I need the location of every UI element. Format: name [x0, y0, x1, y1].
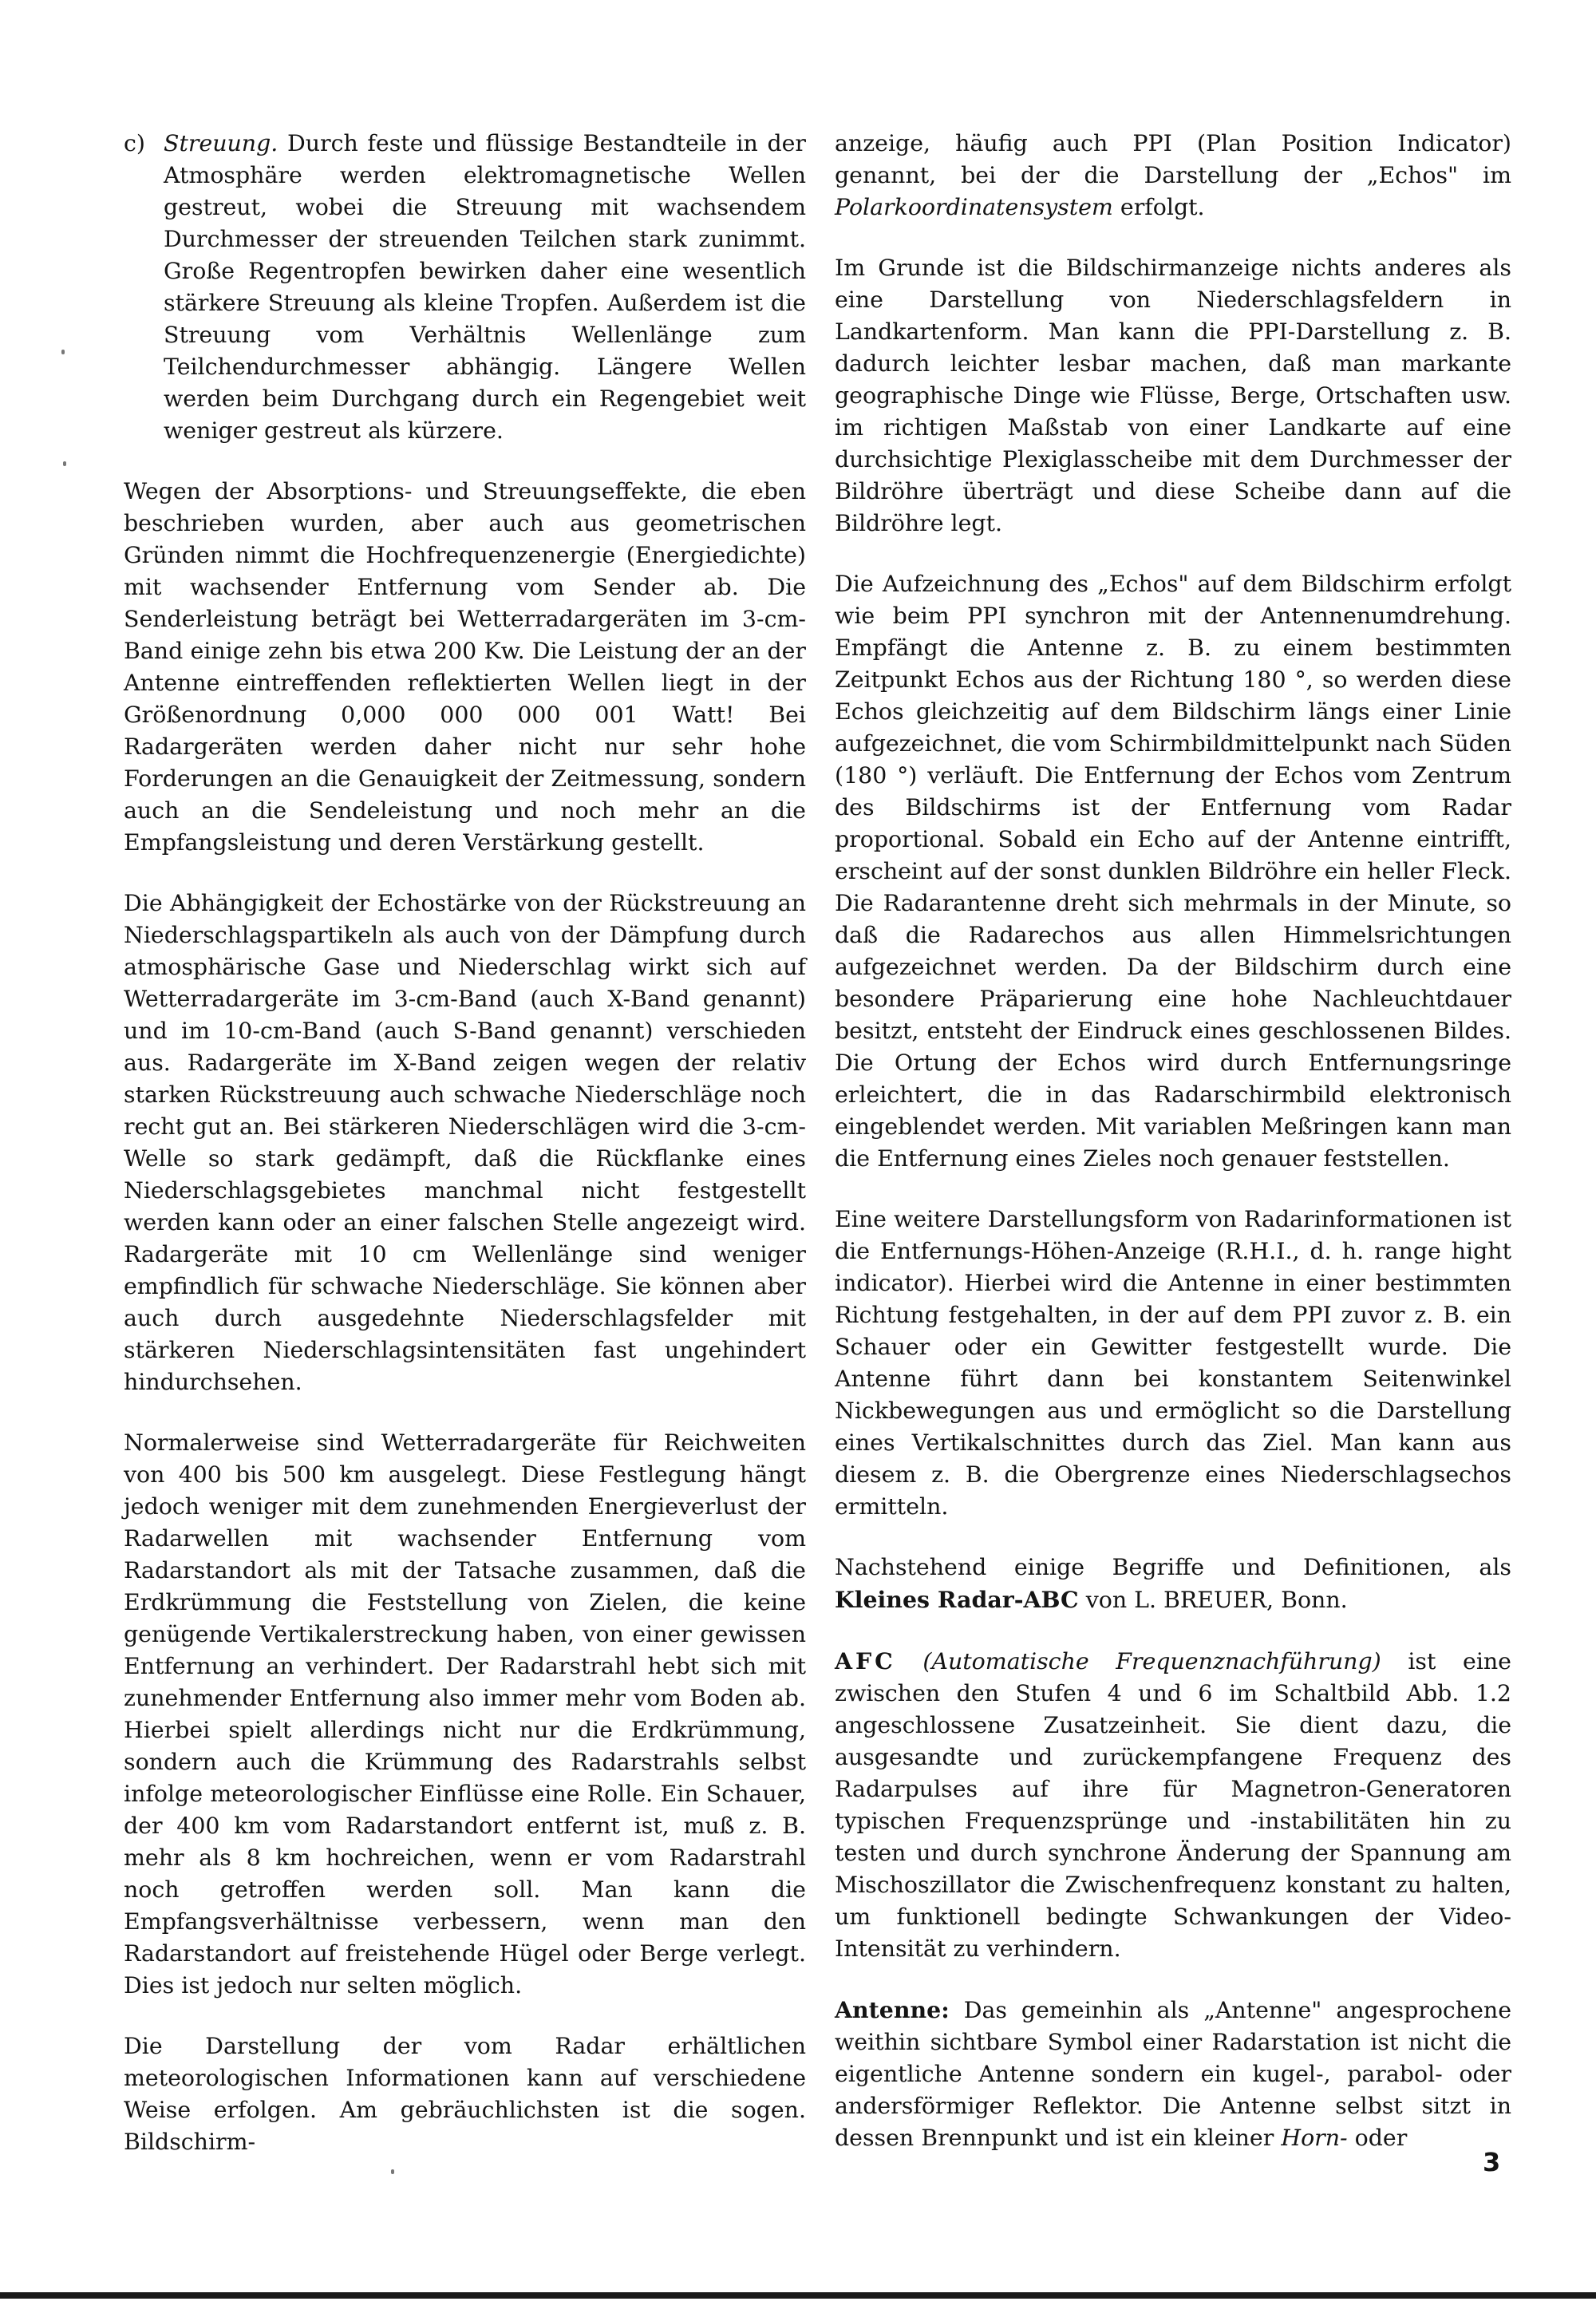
- bottom-rule: [0, 2292, 1596, 2299]
- ppi-text-end: erfolgt.: [1120, 194, 1205, 220]
- left-column: [124, 128, 806, 2187]
- paragraph-echo-strength: Die Abhängigkeit der Echostärke von der Rückstreuung an Niederschlagspartikeln als auch von der Dämpfung durch atmosphärische Gase und Niederschlag wirkt sich auf Wetterradargeräte im 3-cm-Band (auch X-Band genannt) und im 10-cm-Band (auch S-Band genannt) verschieden aus. Radargeräte im X-Band zeigen wegen der relativ starken Rückstreuung auch schwache Niederschläge noch recht gut an. Bei stärkeren Niederschlägen wird die 3-cm-Welle so stark gedämpft, daß die Rückflanke eines Niederschlagsgebietes manchmal nicht festgestellt werden kann oder an einer falschen Stelle angezeigt wird. Radargeräte mit 10 cm Wellenlänge sind weniger empfindlich für schwache Niederschläge. Sie können aber auch durch ausgedehnte Niederschlagsfelder mit stärkeren Niederschlagsintensitäten fast ungehindert hindurchsehen.: [124, 890, 806, 1395]
- paragraph-range: Normalerweise sind Wetterradargeräte für Reichweiten von 400 bis 500 km ausgelegt. Diese Festlegung hängt jedoch weniger mit dem zunehmenden Energieverlust der Radarwellen mit wachsender Entfernung vom Radarstandort als mit der Tatsache zusammen, daß die Erdkrümmung die Feststellung von Zielen, die keine genügende Vertikalerstreckung haben, von einer gewissen Entfernung an verhindert. Der Radarstrahl hebt sich mit zunehmender Entfernung also immer mehr vom Boden ab. Hierbei spielt allerdings nicht nur die Erdkrümmung, sondern auch die Krümmung des Radarstrahls selbst infolge meteorologischer Einflüsse eine Rolle. Ein Schauer, der 400 km vom Radarstandort entfernt ist, muß z. B. mehr als 8 km hochreichen, wenn er vom Radarstrahl noch getroffen werden soll. Man kann die Empfangsverhältnisse verbessern, wenn man den Radarstandort auf freistehende Hügel oder Berge verlegt. Dies ist jedoch nur selten möglich.: [124, 1429, 806, 1999]
- abc-intro-text: Nachstehend einige Begriffe und Definitionen, als: [835, 1554, 1511, 1580]
- streuung-title: Streuung.: [164, 130, 279, 156]
- scan-speck: [61, 350, 65, 354]
- afc-term: AFC: [835, 1647, 896, 1674]
- paragraph-display: Die Darstellung der vom Radar erhältlichen meteorologischen Informationen kann auf verschiedene Weise erfolgen. Am gebräuchlichsten ist die sogen. Bildschirm-: [124, 2033, 806, 2155]
- paragraph-map-form: Im Grunde ist die Bildschirmanzeige nichts anderes als eine Darstellung von Niederschlagsfeldern in Landkartenform. Man kann die PPI-Darstellung z. B. dadurch leichter lesbar machen, daß man markante geographische Dinge wie Flüsse, Berge, Ortschaften usw. im richtigen Maßstab von einer Landkarte auf eine durchsichtige Plexiglasscheibe mit dem Durchmesser der Bildröhre überträgt und diese Scheibe dann auf die Bildröhre legt.: [835, 255, 1511, 536]
- list-marker: c): [124, 130, 145, 156]
- paragraph-recording: Die Aufzeichnung des „Echos" auf dem Bildschirm erfolgt wie beim PPI synchron mit der Antennenumdrehung. Empfängt die Antenne z. B. zu einem bestimmten Zeitpunkt Echos aus der Richtung 180 °, so werden diese Echos gleichzeitig auf dem Bildschirm längs einer Linie aufgezeichnet, die vom Schirmbildmittelpunkt nach Süden (180 °) verläuft. Die Entfernung der Echos vom Zentrum des Bildschirms ist der Entfernung vom Radar proportional. Sobald ein Echo auf der Antenne eintrifft, erscheint auf der sonst dunklen Bildröhre ein heller Fleck. Die Radarantenne dreht sich mehrmals in der Minute, so daß die Radarechos aus allen Himmelsrichtungen aufgezeichnet werden. Da der Bildschirm durch eine besondere Präparierung eine hohe Nachleuchtdauer besitzt, entsteht der Eindruck eines geschlossenen Bildes. Die Ortung der Echos wird durch Entfernungsringe erleichtert, die in das Radarschirmbild elektronisch eingeblendet werden. Mit variablen Meßringen kann man die Entfernung eines Zieles noch genauer feststellen.: [835, 571, 1511, 1172]
- antenne-end: oder: [1354, 2125, 1408, 2151]
- antenne-horn-term: Horn-: [1281, 2125, 1348, 2151]
- page-number: 3: [1483, 2147, 1501, 2177]
- ppi-text: anzeige, häufig auch PPI (Plan Position Indicator) genannt, bei der die Darstellung der „Echos" im: [835, 130, 1511, 188]
- entry-afc: [835, 1645, 1511, 1965]
- scan-speck: [63, 461, 66, 466]
- abc-title: Kleines Radar-ABC: [835, 1586, 1079, 1613]
- antenne-definition: Das gemeinhin als „Antenne" angesprochene weithin sichtbare Symbol einer Radarstation ist nicht die eigentliche Antenne sondern ein kugel-, parabol- oder andersförmiger Reflektor. Die Antenne selbst sitzt in dessen Brennpunkt und ist ein kleiner: [835, 1997, 1511, 2151]
- paragraph-radar-abc-intro: [835, 1552, 1511, 1616]
- ppi-italic-term: Polarkoordinatensystem: [835, 194, 1113, 220]
- paragraph-ppi: [835, 128, 1511, 223]
- list-item-c: [124, 128, 806, 447]
- scan-speck: [391, 2169, 394, 2174]
- afc-expansion: (Automatische Frequenznachführung): [922, 1648, 1381, 1674]
- streuung-paragraph: [164, 128, 806, 447]
- abc-intro-end: von L. BREUER, Bonn.: [1085, 1587, 1348, 1613]
- streuung-text: Durch feste und flüssige Bestandteile in der Atmosphäre werden elektromagnetische Wellen gestreut, wobei die Streuung mit wachsendem Durchmesser der streuenden Teilchen stark zunimmt. Große Regentropfen bewirken daher eine wesentlich stärkere Streuung als kleine Tropfen. Außerdem ist die Streuung vom Verhältnis Wellenlänge zum Teilchendurchmesser abhängig. Längere Wellen werden beim Durchgang durch ein Regengebiet weit weniger gestreut als kürzere.: [164, 130, 807, 444]
- afc-definition: ist eine zwischen den Stufen 4 und 6 im Schaltbild Abb. 1.2 angeschlossene Zusatzeinheit. Sie dient dazu, die ausgesandte und zurückempfangene Frequenz des Radarpulses auf ihre für Magnetron-Generatoren typischen Frequenzsprünge und -instabilitäten hin zu testen und durch synchrone Änderung der Spannung am Mischoszillator die Zwischenfrequenz konstant zu halten, um funktionell bedingte Schwankungen der Video-Intensität zu verhindern.: [835, 1648, 1511, 1962]
- paragraph-rhi: Eine weitere Darstellungsform von Radarinformationen ist die Entfernungs-Höhen-Anzeige (R.H.I., d. h. range hight indicator). Hierbei wird die Antenne in einer bestimmten Richtung festgehalten, in der auf dem PPI zuvor z. B. ein Schauer oder ein Gewitter festgestellt wurde. Die Antenne führt dann bei konstantem Seitenwinkel Nickbewegungen aus und ermöglicht so die Darstellung eines Vertikalschnittes durch das Ziel. Man kann aus diesem z. B. die Obergrenze eines Niederschlagsechos ermitteln.: [835, 1206, 1511, 1520]
- paragraph-energy: Wegen der Absorptions- und Streuungseffekte, die eben beschrieben wurden, aber auch aus geometrischen Gründen nimmt die Hochfrequenzenergie (Energiedichte) mit wachsender Entfernung vom Sender ab. Die Senderleistung beträgt bei Wetterradargeräten im 3-cm-Band einige zehn bis etwa 200 Kw. Die Leistung der an der Antenne eintreffenden reflektierten Wellen liegt in der Größenordnung 0,000 000 000 001 Watt! Bei Radargeräten werden daher nicht nur sehr hohe Forderungen an die Genauigkeit der Zeitmessung, sondern auch an die Sendeleistung und noch mehr an die Empfangsleistung und deren Verstärkung gestellt.: [124, 478, 806, 856]
- right-column: [835, 128, 1511, 2183]
- antenne-term: Antenne:: [835, 1996, 950, 2023]
- entry-antenne: [835, 1994, 1511, 2154]
